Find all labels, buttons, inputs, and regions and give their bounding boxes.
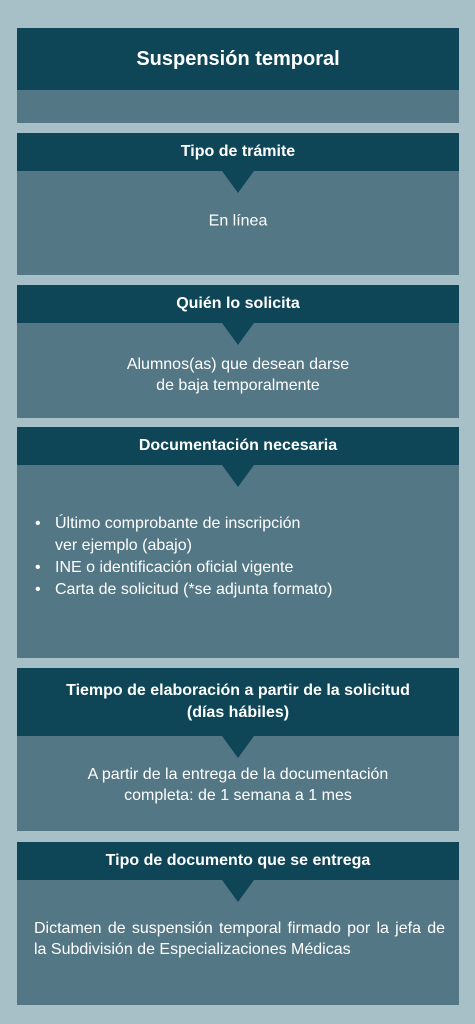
list-item-text: Último comprobante de inscripción (55, 515, 301, 532)
list-item (35, 513, 332, 557)
list-item (35, 557, 332, 579)
page-title: Suspensión temporal (17, 28, 459, 90)
down-arrow-icon (222, 736, 254, 758)
section-heading-line: Tiempo de elaboración a partir de la solicitud (66, 682, 410, 699)
list-item-subtext: ver ejemplo (abajo) (55, 537, 192, 554)
section-body (17, 323, 459, 418)
section-text-line: de baja temporalmente (156, 377, 320, 394)
down-arrow-icon (222, 465, 254, 487)
section-body (17, 736, 459, 831)
bullet-icon: • (35, 581, 41, 598)
title-card (17, 28, 459, 123)
list-item-text: Carta de solicitud (*se adjunta formato) (55, 581, 333, 598)
section-heading: Quién lo solicita (17, 285, 459, 323)
bullet-icon: • (35, 515, 41, 532)
section-text-line: Alumnos(as) que desean darse (126, 356, 350, 373)
section-text-line: A partir de la entrega de la documentación (87, 766, 389, 783)
section-text-line: completa: de 1 semana a 1 mes (124, 787, 352, 804)
section-documentacion (17, 427, 459, 658)
section-text: Dictamen de suspensión temporal firmado por la jefa de la Subdivisión de Especializaciones Médicas (34, 920, 445, 958)
section-quien-solicita (17, 285, 459, 418)
section-tipo-documento (17, 842, 459, 1005)
title-card-body (17, 90, 459, 123)
section-text: En línea (208, 212, 268, 230)
section-body (17, 171, 459, 275)
down-arrow-icon (222, 880, 254, 902)
section-heading: Tipo de trámite (17, 133, 459, 171)
down-arrow-icon (222, 171, 254, 193)
documents-list (35, 513, 332, 601)
section-body (17, 465, 459, 658)
bullet-icon: • (35, 559, 41, 576)
list-item-text: INE o identificación oficial vigente (55, 559, 294, 576)
section-heading: Documentación necesaria (17, 427, 459, 465)
list-item (35, 579, 332, 601)
section-body (17, 880, 459, 1005)
section-heading: Tipo de documento que se entrega (17, 842, 459, 880)
section-heading-line: (días hábiles) (186, 704, 290, 721)
section-heading (17, 668, 459, 736)
down-arrow-icon (222, 323, 254, 345)
section-tipo-tramite (17, 133, 459, 275)
section-tiempo-elaboracion (17, 668, 459, 831)
